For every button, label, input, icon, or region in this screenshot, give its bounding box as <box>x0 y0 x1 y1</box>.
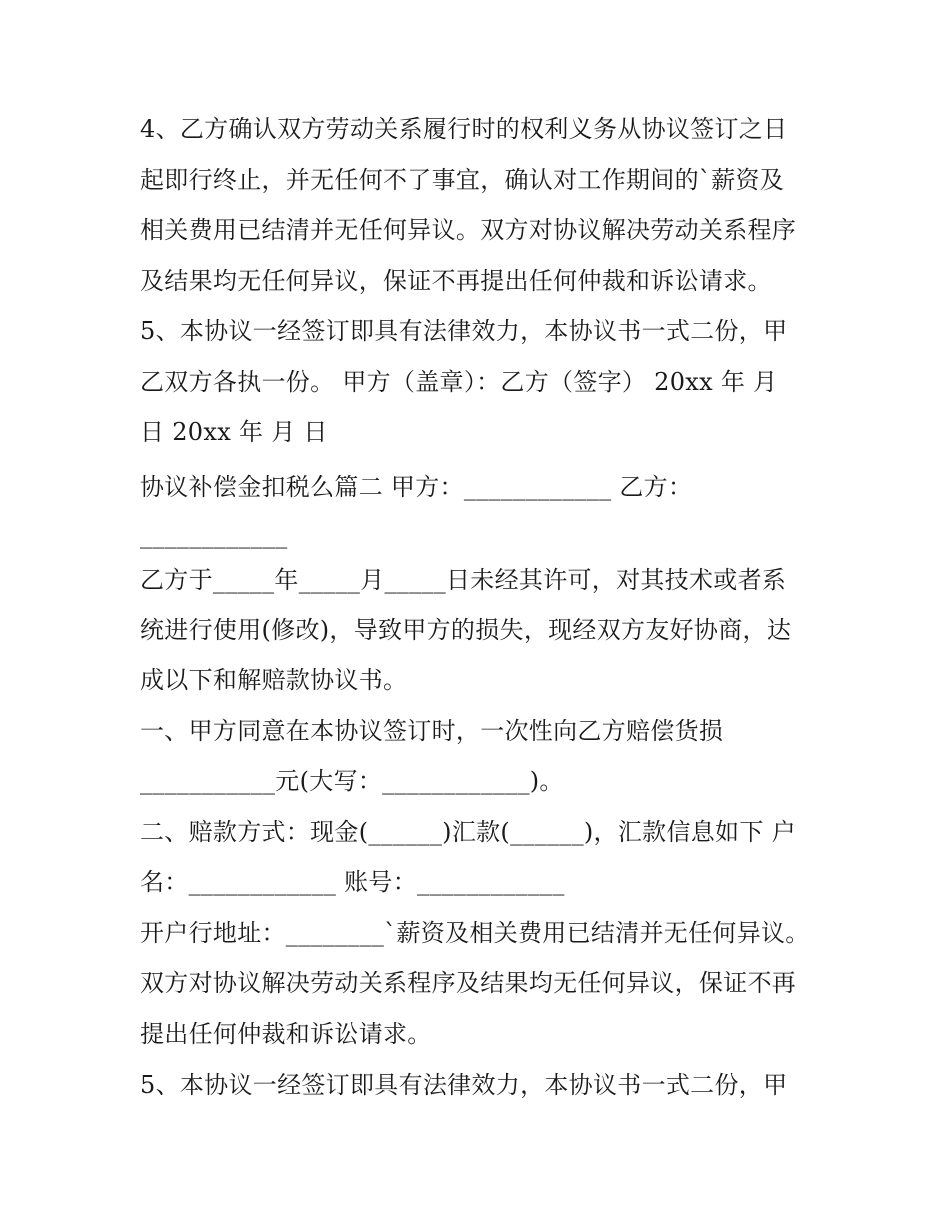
text-line: 二、赔款方式：现金(______)汇款(______)，汇款信息如下 户 <box>140 818 796 846</box>
text-line: 开户行地址：________`薪资及相关费用已结清并无任何异议。 <box>140 919 810 947</box>
text-line: 4、乙方确认双方劳动关系履行时的权利义务从协议签订之日 <box>140 115 788 143</box>
text-line: 名：____________ 账号：____________ <box>140 868 565 896</box>
text-line: 统进行使用(修改)，导致甲方的损失，现经双方友好协商，达 <box>140 616 792 644</box>
text-line: 日 20xx 年 月 日 <box>140 418 328 446</box>
text-line: 起即行终止，并无任何不了事宜，确认对工作期间的`薪资及 <box>140 166 785 194</box>
text-line: 成以下和解赔款协议书。 <box>140 666 408 694</box>
section-heading-line: 协议补偿金扣税么篇二 甲方：____________ 乙方： <box>140 473 693 501</box>
text-line: 双方对协议解决劳动关系程序及结果均无任何异议，保证不再 <box>140 969 797 997</box>
text-line: 提出任何仲裁和诉讼请求。 <box>140 1020 432 1048</box>
text-line: 及结果均无任何异议，保证不再提出任何仲裁和诉讼请求。 <box>140 267 772 295</box>
text-line: 一、甲方同意在本协议签订时，一次性向乙方赔偿货损 <box>140 717 724 745</box>
text-line: 5、本协议一经签订即具有法律效力，本协议书一式二份，甲 <box>140 317 788 345</box>
text-line: 乙双方各执一份。 甲方（盖章）：乙方（签字） 20xx 年 月 <box>140 368 778 396</box>
text-line: ___________元(大写：____________)。 <box>140 767 564 795</box>
text-line: 乙方于_____年_____月_____日未经其许可，对其技术或者系 <box>140 566 787 594</box>
text-line: ____________ <box>140 521 288 549</box>
text-line: 5、本协议一经签订即具有法律效力，本协议书一式二份，甲 <box>140 1071 788 1099</box>
text-line: 相关费用已结清并无任何异议。双方对协议解决劳动关系程序 <box>140 216 797 244</box>
